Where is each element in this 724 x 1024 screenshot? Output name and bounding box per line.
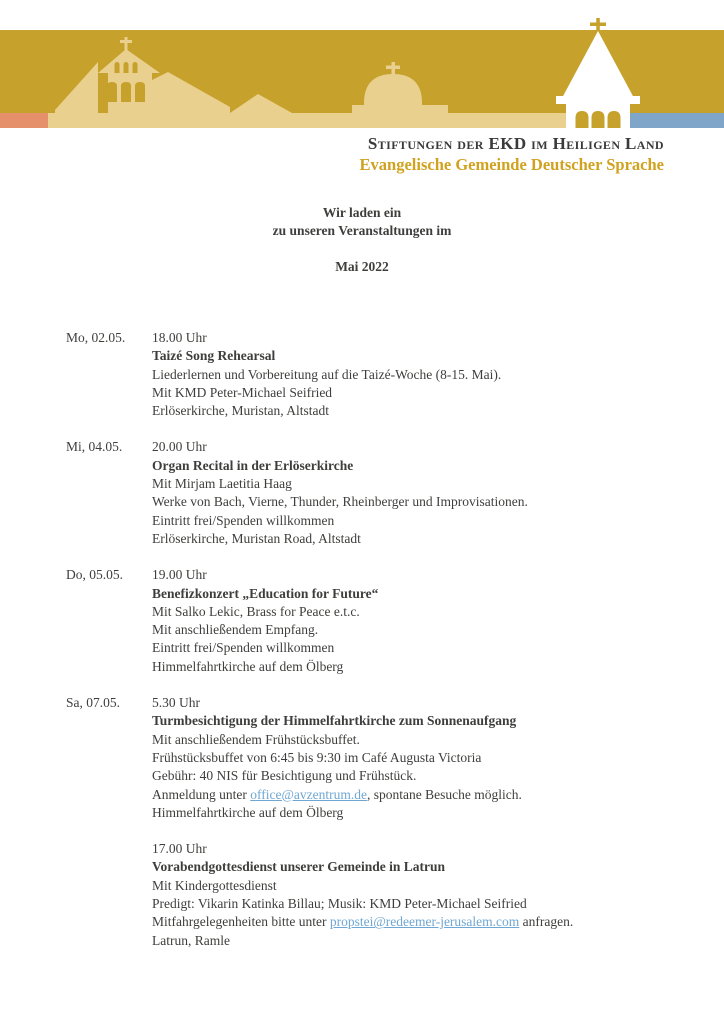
event-time: 19.00 Uhr (152, 567, 207, 583)
link-line-post: anfragen. (519, 914, 574, 930)
event-detail: Eintritt frei/Spenden willkommen (152, 512, 335, 528)
event-location: Himmelfahrtkirche auf dem Ölberg (152, 804, 344, 820)
event-date: Mo, 02.05. (66, 330, 126, 345)
event-date: Mi, 04.05. (66, 439, 123, 455)
link-line-post: , spontane Besuche möglich. (367, 786, 522, 802)
event-block-benefizkonzert (66, 566, 682, 676)
event-block-vorabendgottesdienst (66, 840, 682, 950)
link-line-pre: Mitfahrgelegenheiten bitte unter (152, 914, 330, 930)
event-date: Do, 05.05. (66, 567, 123, 583)
org-name: Stiftungen der EKD im Heiligen Land (367, 134, 664, 153)
event-detail: Mit Salko Lekic, Brass for Peace e.t.c. (152, 603, 360, 619)
event-block-organ-recital (66, 438, 682, 548)
event-body (152, 438, 682, 548)
intro-month: Mai 2022 (335, 258, 389, 274)
intro-line-2: zu unseren Veranstaltungen im (272, 223, 452, 239)
event-body (152, 566, 682, 676)
event-detail (152, 913, 682, 931)
event-title: Benefizkonzert „Education for Future“ (152, 585, 379, 601)
event-detail: Frühstücksbuffet von 6:45 bis 9:30 im Café Augusta Victoria (152, 749, 482, 765)
event-detail: Eintritt frei/Spenden willkommen (152, 640, 335, 656)
event-detail: Mit Mirjam Laetitia Haag (152, 476, 292, 492)
event-location: Latrun, Ramle (152, 932, 230, 948)
event-time: 18.00 Uhr (152, 330, 207, 345)
event-date (66, 840, 152, 950)
header-banner (0, 18, 724, 130)
event-detail: Mit anschließendem Frühstücksbuffet. (152, 731, 360, 747)
skyline-baseline (48, 113, 630, 128)
event-block-taize (66, 329, 682, 420)
event-detail: Mit Kindergottesdienst (152, 877, 277, 893)
event-body (152, 329, 682, 420)
org-subtitle: Evangelische Gemeinde Deutscher Sprache (359, 155, 664, 175)
event-location: Himmelfahrtkirche auf dem Ölberg (152, 658, 344, 674)
salmon-stripe (0, 113, 48, 128)
event-location: Erlöserkirche, Muristan, Altstadt (152, 403, 329, 419)
email-link-propstei[interactable]: propstei@redeemer-jerusalem.com (329, 914, 520, 930)
event-title: Turmbesichtigung der Himmelfahrtkirche zum Sonnenaufgang (152, 713, 517, 729)
event-title: Vorabendgottesdienst unserer Gemeinde in Latrun (152, 859, 446, 875)
event-detail: Gebühr: 40 NIS für Besichtigung und Frühstück. (152, 768, 417, 784)
blue-stripe (630, 113, 724, 128)
event-detail: Mit KMD Peter-Michael Seifried (152, 384, 333, 400)
events-list (66, 329, 682, 968)
event-detail (152, 786, 682, 804)
event-body (152, 840, 682, 950)
event-date: Sa, 07.05. (66, 695, 120, 711)
email-link-office[interactable]: office@avzentrum.de (250, 786, 367, 802)
event-time: 5.30 Uhr (152, 695, 200, 711)
event-body (152, 694, 682, 822)
event-title: Taizé Song Rehearsal (152, 348, 276, 364)
event-detail: Liederlernen und Vorbereitung auf die Taizé-Woche (8-15. Mai). (152, 366, 502, 382)
event-detail: Mit anschließendem Empfang. (152, 622, 319, 638)
event-time: 20.00 Uhr (152, 439, 207, 455)
event-time: 17.00 Uhr (152, 841, 207, 857)
event-detail: Predigt: Vikarin Katinka Billau; Musik: KMD Peter-Michael Seifried (152, 896, 527, 912)
link-line-pre: Anmeldung unter (152, 786, 251, 802)
event-location: Erlöserkirche, Muristan Road, Altstadt (152, 530, 361, 546)
event-block-turmbesichtigung (66, 694, 682, 822)
intro-line-1: Wir laden ein (322, 205, 402, 220)
event-detail: Werke von Bach, Vierne, Thunder, Rheinberger und Improvisationen. (152, 494, 528, 510)
org-titles (360, 133, 664, 176)
intro (0, 204, 724, 276)
event-title: Organ Recital in der Erlöserkirche (152, 457, 354, 473)
